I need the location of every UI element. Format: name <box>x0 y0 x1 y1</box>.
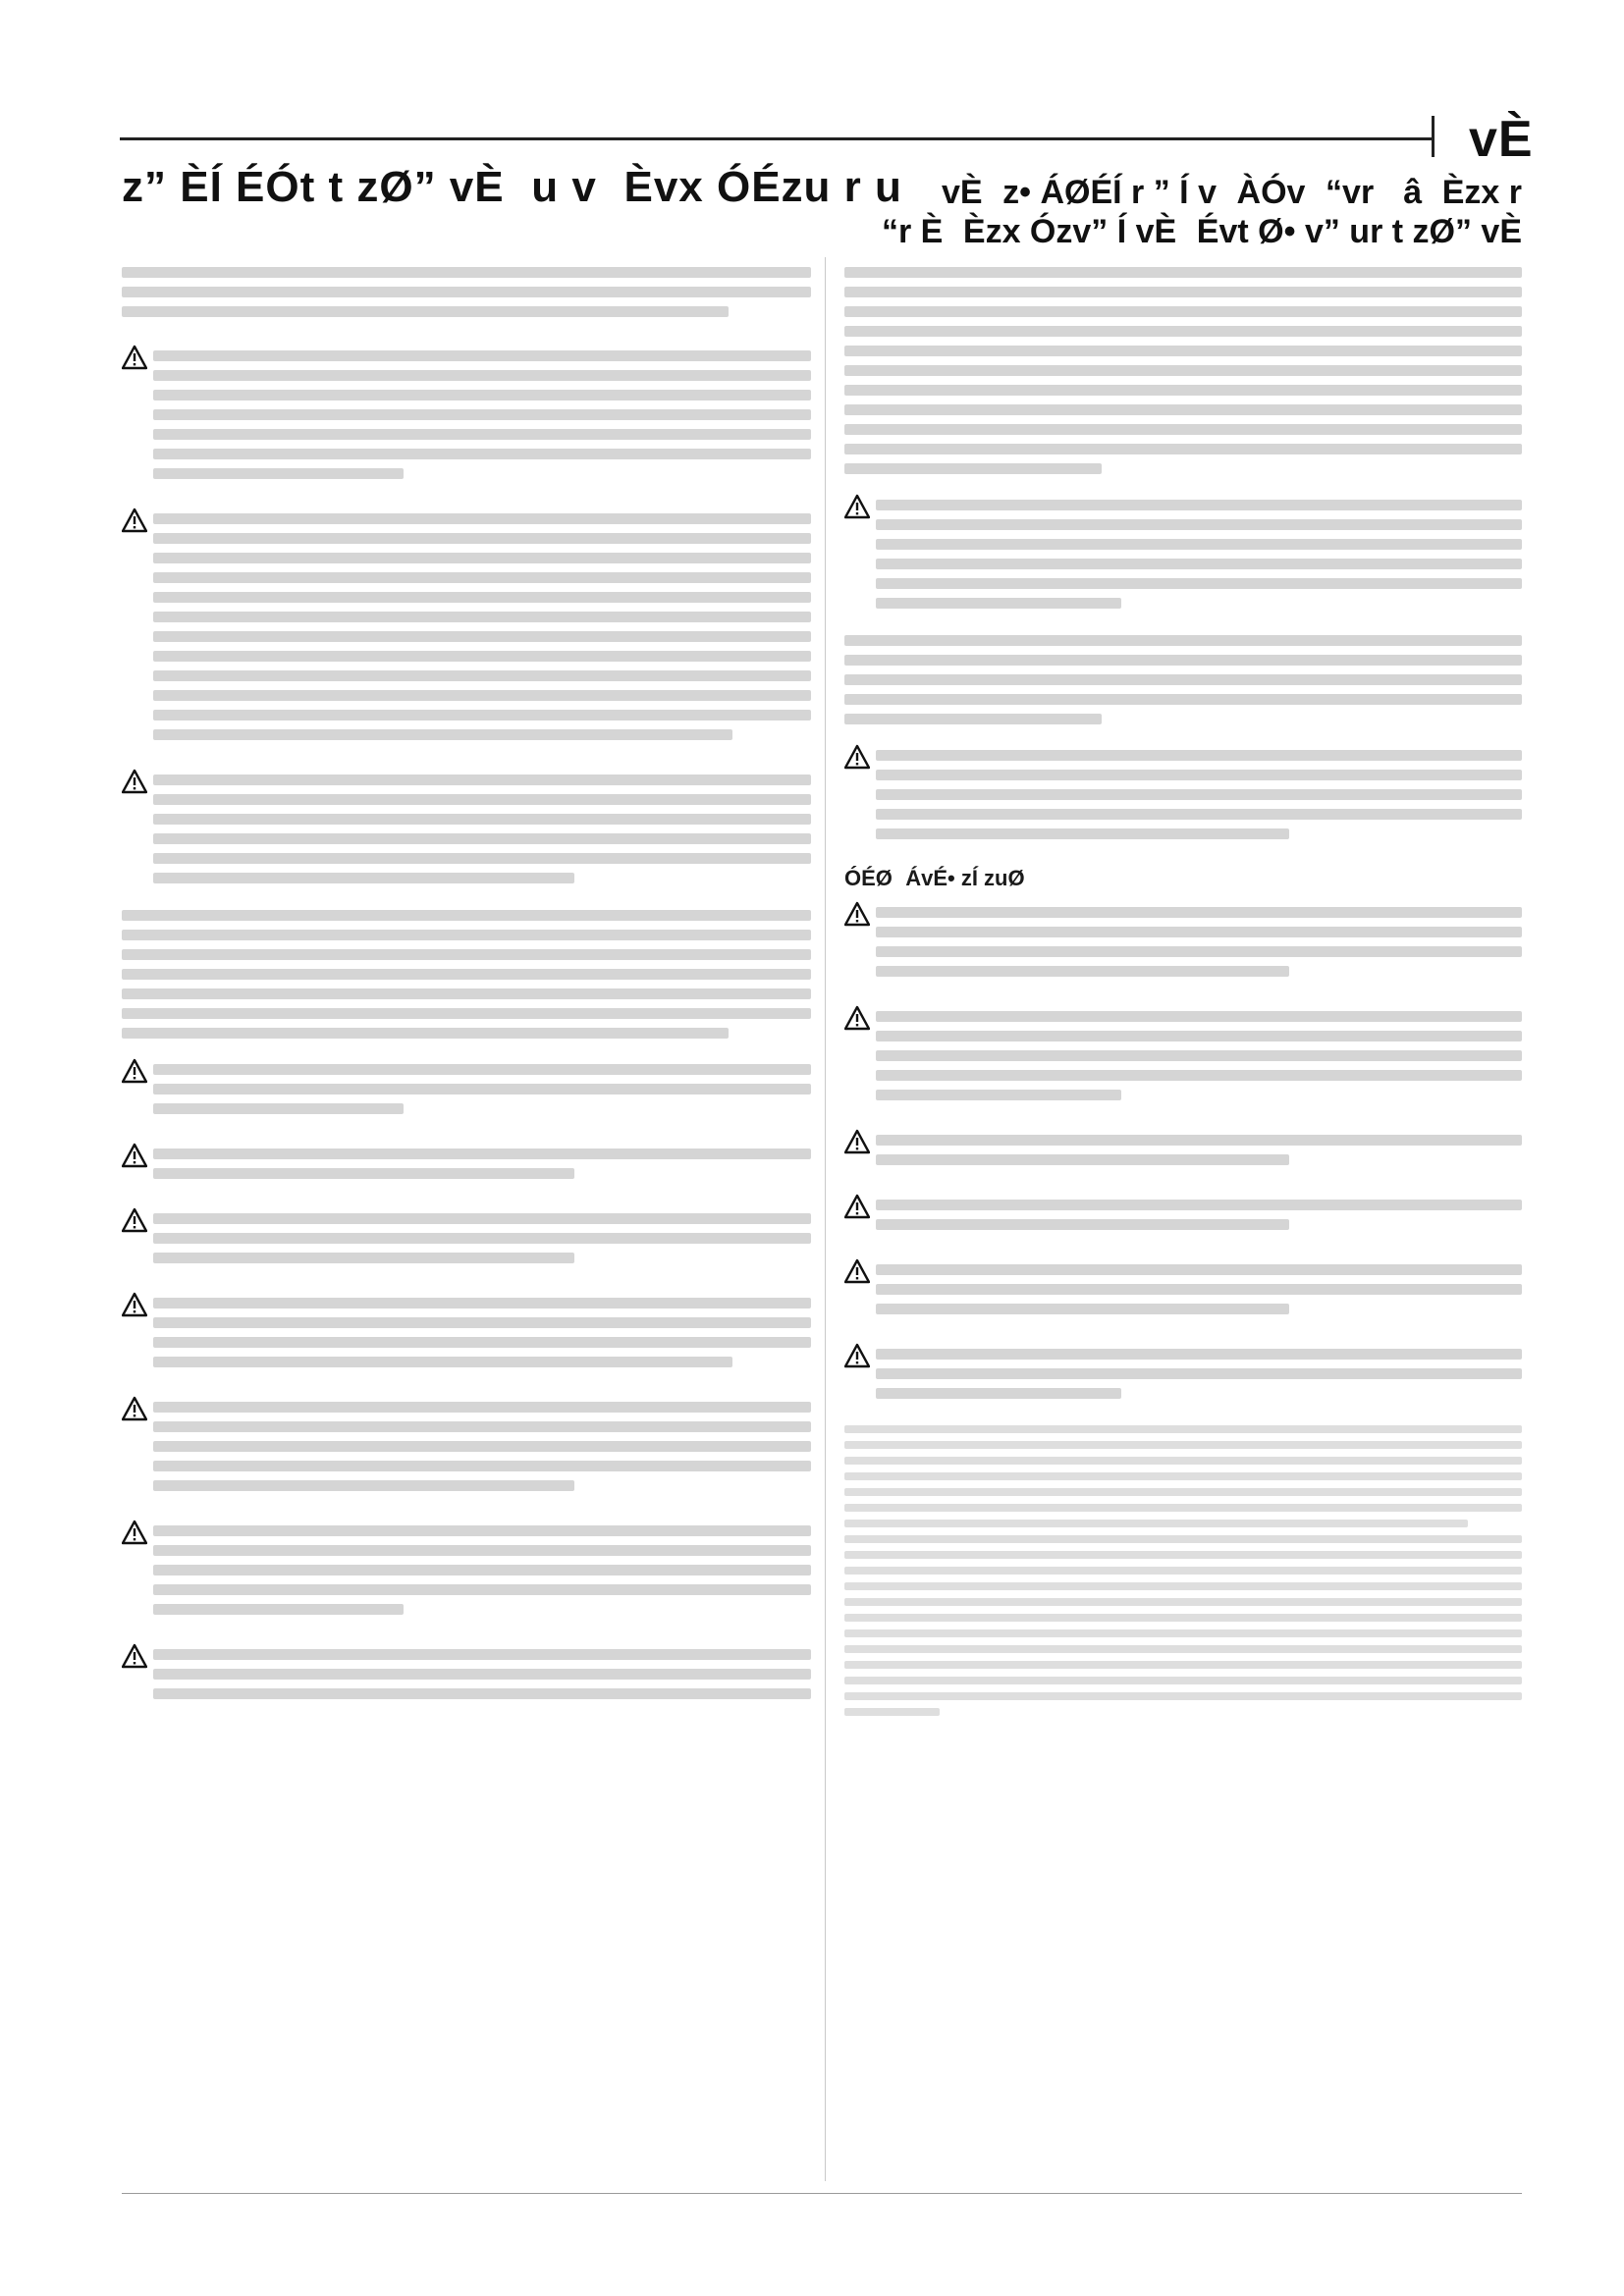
warning-paragraph <box>122 1641 811 1708</box>
warning-paragraph <box>122 767 811 892</box>
warning-paragraph <box>122 1205 811 1272</box>
top-rule <box>120 137 1434 140</box>
left-section-title: z” ÈÍ ÉÓt t zØ” vÈu vÈvx ÓÉzu r u <box>122 163 902 211</box>
page-number: vÈ <box>1469 111 1534 168</box>
unreadable-text-lines <box>876 1256 1522 1323</box>
section-heading: ÓÉØÁvÉ• zÍ zuØ <box>844 866 1025 890</box>
warning-paragraph <box>122 1056 811 1123</box>
unreadable-text-lines <box>876 1127 1522 1174</box>
warning-paragraph <box>844 1341 1522 1408</box>
warning-paragraph <box>844 899 1522 986</box>
unreadable-text-lines <box>153 1205 811 1272</box>
body-paragraph <box>844 267 1522 474</box>
warning-paragraph <box>122 506 811 749</box>
warning-triangle-icon <box>844 744 870 770</box>
unreadable-text-lines <box>876 1341 1522 1408</box>
bottom-rule <box>122 2193 1522 2194</box>
warning-triangle-icon <box>844 1343 870 1368</box>
unreadable-text-lines <box>153 1394 811 1500</box>
warning-paragraph <box>844 1256 1522 1323</box>
warning-paragraph <box>844 1127 1522 1174</box>
warning-paragraph <box>844 492 1522 617</box>
unreadable-text-lines <box>153 767 811 892</box>
warning-paragraph <box>122 1394 811 1500</box>
warning-triangle-icon <box>844 1194 870 1219</box>
unreadable-text-lines <box>876 1003 1522 1109</box>
warning-paragraph <box>122 1518 811 1624</box>
warning-paragraph <box>844 1003 1522 1109</box>
column-divider <box>825 257 826 2181</box>
intro-paragraph <box>122 267 811 317</box>
warning-triangle-icon <box>122 1143 147 1168</box>
unreadable-text-lines <box>153 1056 811 1123</box>
warning-triangle-icon <box>844 1129 870 1154</box>
warning-triangle-icon <box>122 1292 147 1317</box>
warning-triangle-icon <box>122 769 147 794</box>
unreadable-text-lines <box>153 343 811 488</box>
body-paragraph <box>122 910 811 1039</box>
right-title-line-2: “r ÈÈzx Ózv” Í vÈÉvt Ø• v” ur t zØ” vÈ <box>881 213 1522 250</box>
warning-triangle-icon <box>844 901 870 927</box>
unreadable-text-lines <box>876 742 1522 848</box>
top-rule-tick <box>1432 116 1435 157</box>
warning-triangle-icon <box>122 1520 147 1545</box>
body-paragraph <box>844 635 1522 724</box>
unreadable-text-lines <box>153 1641 811 1708</box>
right-section-title <box>882 173 1522 251</box>
unreadable-text-lines <box>153 506 811 749</box>
unreadable-footnote-lines <box>844 1425 1522 1716</box>
warning-triangle-icon <box>122 1643 147 1669</box>
unreadable-text-lines <box>844 267 1522 474</box>
unreadable-text-lines <box>122 910 811 1039</box>
warning-triangle-icon <box>844 494 870 519</box>
warning-triangle-icon <box>122 1396 147 1421</box>
unreadable-text-lines <box>876 899 1522 986</box>
warning-triangle-icon <box>122 1058 147 1084</box>
footnotes-block <box>844 1425 1522 1716</box>
unreadable-text-lines <box>122 267 811 317</box>
unreadable-text-lines <box>153 1141 811 1188</box>
unreadable-text-lines <box>844 635 1522 724</box>
warning-triangle-icon <box>122 507 147 533</box>
warning-paragraph <box>844 742 1522 848</box>
unreadable-text-lines <box>876 1192 1522 1239</box>
warning-paragraph <box>122 1141 811 1188</box>
left-column <box>122 259 811 2186</box>
right-column <box>844 259 1522 2186</box>
unreadable-text-lines <box>153 1290 811 1376</box>
warning-paragraph <box>844 1192 1522 1239</box>
warning-triangle-icon <box>122 1207 147 1233</box>
warning-paragraph <box>122 343 811 488</box>
unreadable-text-lines <box>876 492 1522 617</box>
warning-paragraph <box>122 1290 811 1376</box>
warning-triangle-icon <box>844 1258 870 1284</box>
right-title-line-1: vÈz• ÁØÉÍ r ” Í vÀÓv“vr âÈzx r <box>941 174 1522 211</box>
unreadable-text-lines <box>153 1518 811 1624</box>
warning-triangle-icon <box>122 345 147 370</box>
warning-triangle-icon <box>844 1005 870 1031</box>
